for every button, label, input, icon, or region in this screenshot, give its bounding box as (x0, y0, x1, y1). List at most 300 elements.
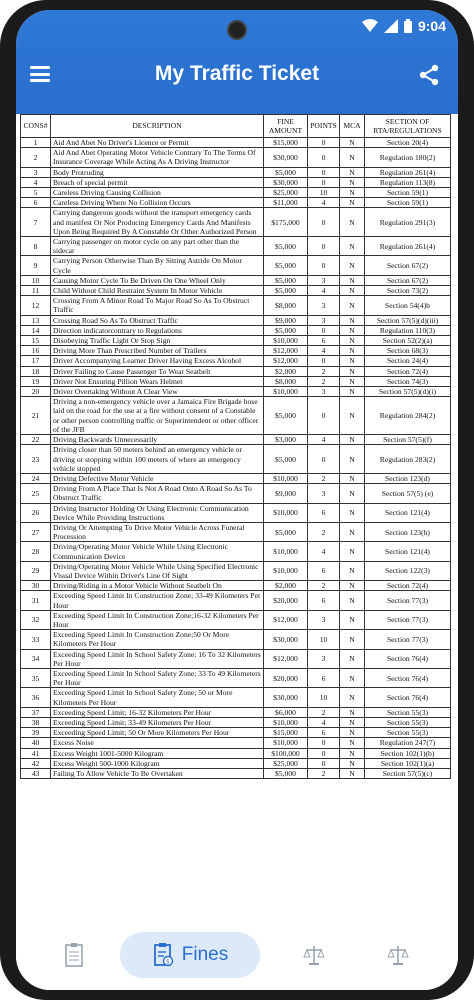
table-row (21, 138, 451, 148)
cell-mca: N (340, 758, 365, 768)
cell-section: Section 121(4) (365, 542, 451, 561)
cell-fine: $12,000 (264, 649, 308, 668)
cell-description: Aid And Abet Operating Motor Vehicle Contrary To The Terms Of Insurance Coverage While Acting As A Driving Instructor (51, 148, 264, 167)
cell-fine: $15,000 (264, 138, 308, 148)
cell-section: Regulation 283(2) (365, 445, 451, 474)
document-icon (63, 942, 85, 968)
cell-mca: N (340, 188, 365, 198)
table-row (21, 177, 451, 187)
cell-section: Section 57(5)(d)(iii) (365, 315, 451, 325)
status-time: 9:04 (417, 18, 446, 34)
cell-cons: 14 (21, 325, 51, 335)
cell-section: Section 67(2) (365, 256, 451, 275)
cell-mca: N (340, 561, 365, 580)
cell-cons: 20 (21, 387, 51, 397)
cell-mca: N (340, 707, 365, 717)
battery-icon (404, 19, 412, 33)
cell-section: Section 76(4) (365, 668, 451, 687)
cell-fine: $8,000 (264, 296, 308, 315)
cell-cons: 12 (21, 296, 51, 315)
cell-cons: 31 (21, 591, 51, 610)
cell-cons: 18 (21, 366, 51, 376)
share-icon[interactable] (418, 64, 440, 86)
cell-cons: 5 (21, 188, 51, 198)
cell-cons: 2 (21, 148, 51, 167)
cell-cons: 25 (21, 484, 51, 503)
cell-points: 0 (308, 256, 340, 275)
bottom-navigation (16, 920, 458, 990)
cell-points: 0 (308, 167, 340, 177)
header-points: POINTS (308, 115, 340, 138)
cell-section: Section 123(h) (365, 522, 451, 541)
cell-mca: N (340, 387, 365, 397)
cell-cons: 41 (21, 748, 51, 758)
cell-points: 3 (308, 484, 340, 503)
cell-mca: N (340, 325, 365, 335)
table-row (21, 376, 451, 386)
cell-mca: N (340, 738, 365, 748)
cell-mca: N (340, 148, 365, 167)
cell-points: 2 (308, 707, 340, 717)
table-row (21, 473, 451, 483)
cell-cons: 6 (21, 198, 51, 208)
cell-description: Driving Instructor Holding Or Using Electronic Communication Device While Providing Instructions (51, 503, 264, 522)
table-row (21, 356, 451, 366)
cell-description: Crossing Road So As To Obstruct Traffic (51, 315, 264, 325)
cell-points: 2 (308, 769, 340, 779)
cell-fine: $12,000 (264, 610, 308, 629)
table-row (21, 758, 451, 768)
cell-section: Section 54(4)b (365, 296, 451, 315)
cell-fine: $6,000 (264, 707, 308, 717)
cell-cons: 16 (21, 346, 51, 356)
table-row (21, 445, 451, 474)
cell-cons: 22 (21, 435, 51, 445)
cell-description: Aid And Abet No Driver's Licence or Permit (51, 138, 264, 148)
cell-fine: $5,000 (264, 256, 308, 275)
cell-mca: N (340, 356, 365, 366)
cell-description: Driver Overtaking Without A Clear View (51, 387, 264, 397)
nav-item-law-2[interactable] (368, 932, 428, 978)
cell-mca: N (340, 256, 365, 275)
cell-cons: 42 (21, 758, 51, 768)
cell-cons: 38 (21, 717, 51, 727)
table-row (21, 668, 451, 687)
scales-icon (303, 942, 325, 968)
table-row (21, 728, 451, 738)
table-row (21, 387, 451, 397)
cell-section: Section 77(3) (365, 591, 451, 610)
cell-mca: N (340, 610, 365, 629)
cell-fine: $25,000 (264, 758, 308, 768)
cell-section: Regulation 113(8) (365, 177, 451, 187)
table-row (21, 738, 451, 748)
cell-cons: 21 (21, 397, 51, 435)
cell-section: Section 59(1) (365, 198, 451, 208)
cell-fine: $5,000 (264, 237, 308, 256)
header-cons: CONS# (21, 115, 51, 138)
cell-cons: 35 (21, 668, 51, 687)
cell-cons: 23 (21, 445, 51, 474)
table-row (21, 148, 451, 167)
cell-cons: 32 (21, 610, 51, 629)
table-row (21, 435, 451, 445)
cell-cons: 27 (21, 522, 51, 541)
nav-item-fines[interactable] (120, 932, 260, 978)
cell-fine: $5,000 (264, 167, 308, 177)
cell-mca: N (340, 376, 365, 386)
cell-description: Driving closer than 50 meters behind an emergency vehicle or driving or stopping within 100 meters of where an emergency vehicle stopped (51, 445, 264, 474)
cell-section: Section 57(5)(f) (365, 435, 451, 445)
cell-mca: N (340, 591, 365, 610)
cell-points: 0 (308, 177, 340, 187)
cell-cons: 36 (21, 688, 51, 707)
screen (16, 10, 458, 990)
cell-section: Section 121(4) (365, 503, 451, 522)
cell-mca: N (340, 728, 365, 738)
cell-description: Excess Noise (51, 738, 264, 748)
table-row (21, 275, 451, 285)
table-row (21, 397, 451, 435)
cell-cons: 19 (21, 376, 51, 386)
cell-points: 4 (308, 346, 340, 356)
cell-fine: $2,000 (264, 581, 308, 591)
cell-mca: N (340, 167, 365, 177)
cell-section: Section 122(3) (365, 561, 451, 580)
cell-fine: $10,000 (264, 387, 308, 397)
cell-section: Section 55(3) (365, 707, 451, 717)
cell-fine: $2,000 (264, 366, 308, 376)
cell-description: Excess Weight 500-1000 Kilogram (51, 758, 264, 768)
cell-section: Section 20(4) (365, 138, 451, 148)
cell-description: Driver Accompanying Learner Driver Having Excess Alcohol (51, 356, 264, 366)
cell-description: Breach of special permit (51, 177, 264, 187)
cell-description: Exceeding Speed Limit; 33-49 Kilometers Per Hour (51, 717, 264, 727)
cell-section: Regulation 247(7) (365, 738, 451, 748)
cell-section: Section 76(4) (365, 688, 451, 707)
svg-text:$: $ (165, 958, 170, 966)
cell-mca: N (340, 286, 365, 296)
cell-fine: $9,000 (264, 484, 308, 503)
cell-section: Section 68(3) (365, 346, 451, 356)
table-row (21, 591, 451, 610)
cell-fine: $10,000 (264, 717, 308, 727)
cell-section: Section 67(2) (365, 275, 451, 285)
cell-points: 0 (308, 356, 340, 366)
cell-cons: 43 (21, 769, 51, 779)
cell-points: 6 (308, 503, 340, 522)
cell-mca: N (340, 522, 365, 541)
cell-description: Causing Motor Cycle To Be Driven On One Wheel Only (51, 275, 264, 285)
cell-description: Exceeding Speed Limit In School Safety Zone; 50 or More Kilometers Per Hour (51, 688, 264, 707)
cell-fine: $12,000 (264, 346, 308, 356)
cell-mca: N (340, 503, 365, 522)
cell-mca: N (340, 717, 365, 727)
cell-cons: 33 (21, 630, 51, 649)
cell-section: Section 102(1)(a) (365, 758, 451, 768)
cell-description: Crossing From A Minor Road To Major Road So As To Obstruct Traffic (51, 296, 264, 315)
table-row (21, 542, 451, 561)
cell-description: Carrying dangerous goods without the transport emergency cards and manifest Or Not Producing Emergency Cards And Manifests Upon Being Required By A Constable Or Other Authorized Person (51, 208, 264, 237)
cell-fine: $5,000 (264, 286, 308, 296)
cell-description: Exceeding Speed Limit In Construction Zone; 33-49 Kilometers Per Hour (51, 591, 264, 610)
cell-fine: $10,000 (264, 503, 308, 522)
cell-description: Careless Driving Causing Collision (51, 188, 264, 198)
cell-description: Excess Weight 1001-5000 Kilogram (51, 748, 264, 758)
cell-fine: $20,000 (264, 668, 308, 687)
cell-fine: $175,000 (264, 208, 308, 237)
cell-points: 0 (308, 138, 340, 148)
cell-fine: $20,000 (264, 591, 308, 610)
cell-points: 3 (308, 610, 340, 629)
cell-points: 4 (308, 198, 340, 208)
cell-fine: $10,000 (264, 542, 308, 561)
cell-cons: 10 (21, 275, 51, 285)
cell-cons: 29 (21, 561, 51, 580)
cell-fine: $30,000 (264, 630, 308, 649)
cell-cons: 40 (21, 738, 51, 748)
fines-icon (152, 942, 174, 968)
cell-section: Section 73(2) (365, 286, 451, 296)
cell-section: Section 57(5)(d)(i) (365, 387, 451, 397)
cell-section: Section 57(5) (e) (365, 484, 451, 503)
cell-section: Section 52(2)(a) (365, 336, 451, 346)
table-row (21, 688, 451, 707)
cell-description: Exceeding Speed Limit In Construction Zone;16-32 Kilometers Per Hour (51, 610, 264, 629)
cell-description: Exceeding Speed Limit In School Safety Zone; 33 To 49 Kilometers Per Hour (51, 668, 264, 687)
table-row (21, 748, 451, 758)
cell-mca: N (340, 397, 365, 435)
cell-points: 4 (308, 542, 340, 561)
table-row (21, 366, 451, 376)
cell-mca: N (340, 198, 365, 208)
cell-description: Driving Backwards Unnecessarily (51, 435, 264, 445)
cell-points: 0 (308, 748, 340, 758)
cell-section: Section 76(4) (365, 649, 451, 668)
cell-cons: 7 (21, 208, 51, 237)
cell-points: 3 (308, 315, 340, 325)
cell-points: 2 (308, 522, 340, 541)
cell-description: Exceeding Speed Limit In Construction Zone;50 Or More Kilometers Per Hour (51, 630, 264, 649)
header-mca: MCA (340, 115, 365, 138)
cell-section: Section 59(1) (365, 188, 451, 198)
cell-description: Driving Or Attempting To Drive Motor Vehicle Across Funeral Procession (51, 522, 264, 541)
cell-section: Regulation 110(3) (365, 325, 451, 335)
table-row (21, 769, 451, 779)
cell-points: 0 (308, 738, 340, 748)
cell-description: Driving From A Place That Is Not A Road Onto A Road So As To Obstruct Traffic (51, 484, 264, 503)
cell-cons: 4 (21, 177, 51, 187)
table-row (21, 188, 451, 198)
cell-description: Driving Defective Motor Vehicle (51, 473, 264, 483)
cell-points: 10 (308, 688, 340, 707)
cell-mca: N (340, 296, 365, 315)
status-bar (362, 18, 446, 34)
cell-section: Section 72(4) (365, 366, 451, 376)
cell-fine: $30,000 (264, 177, 308, 187)
cell-fine: $25,000 (264, 188, 308, 198)
cell-cons: 9 (21, 256, 51, 275)
table-row (21, 256, 451, 275)
table-row (21, 707, 451, 717)
cell-description: Driving a non-emergency vehicle over a Jamaica Fire Brigade hose laid on the road for the use at a fire without consent of a Constable or other person controlling traffic or Superintendent or other officer of the JFB (51, 397, 264, 435)
cell-description: Carrying Person Otherwise Than By Sitting Astride On Motor Cycle (51, 256, 264, 275)
cell-points: 0 (308, 758, 340, 768)
cell-points: 6 (308, 591, 340, 610)
header-description: DESCRIPTION (51, 115, 264, 138)
cell-fine: $3,000 (264, 435, 308, 445)
cell-mca: N (340, 346, 365, 356)
wifi-icon (362, 19, 378, 33)
cell-fine: $11,000 (264, 198, 308, 208)
cell-points: 0 (308, 325, 340, 335)
cell-description: Disobeying Traffic Light Or Stop Sign (51, 336, 264, 346)
cell-fine: $8,000 (264, 376, 308, 386)
cell-section: Section 74(3) (365, 376, 451, 386)
cell-description: Child Without Child Restraint System In Motor Vehicle (51, 286, 264, 296)
cell-section: Section 72(4) (365, 581, 451, 591)
signal-icon (384, 19, 398, 33)
cell-mca: N (340, 688, 365, 707)
nav-item-documents[interactable] (44, 932, 104, 978)
table-row (21, 325, 451, 335)
cell-mca: N (340, 542, 365, 561)
cell-fine: $30,000 (264, 148, 308, 167)
cell-fine: $5,000 (264, 397, 308, 435)
cell-section: Section 77(3) (365, 610, 451, 629)
cell-mca: N (340, 315, 365, 325)
cell-section: Section 123(d) (365, 473, 451, 483)
cell-section: Regulation 284(2) (365, 397, 451, 435)
cell-mca: N (340, 649, 365, 668)
table-row (21, 484, 451, 503)
cell-points: 2 (308, 366, 340, 376)
fines-table-container[interactable] (20, 114, 454, 919)
cell-description: Driving/Riding in a Motor Vehicle Without Seatbelt On (51, 581, 264, 591)
cell-description: Failing To Allow Vehicle To Be Overtaken (51, 769, 264, 779)
cell-mca: N (340, 435, 365, 445)
cell-points: 2 (308, 581, 340, 591)
cell-points: 6 (308, 336, 340, 346)
cell-points: 4 (308, 717, 340, 727)
cell-section: Regulation 261(4) (365, 167, 451, 177)
cell-fine: $5,000 (264, 445, 308, 474)
cell-fine: $5,000 (264, 325, 308, 335)
table-row (21, 198, 451, 208)
cell-points: 10 (308, 188, 340, 198)
cell-cons: 1 (21, 138, 51, 148)
cell-fine: $5,000 (264, 522, 308, 541)
table-body (21, 138, 451, 779)
table-row (21, 315, 451, 325)
table-row (21, 286, 451, 296)
header-section: SECTION OF RTA/REGULATIONS (365, 115, 451, 138)
cell-description: Body Protruding (51, 167, 264, 177)
cell-section: Regulation 180(2) (365, 148, 451, 167)
cell-description: Carrying passenger on motor cycle on any part other than the sidecar (51, 237, 264, 256)
cell-fine: $5,000 (264, 275, 308, 285)
cell-cons: 39 (21, 728, 51, 738)
cell-cons: 13 (21, 315, 51, 325)
nav-label-fines: Fines (181, 944, 229, 965)
cell-section: Section 77(3) (365, 630, 451, 649)
nav-item-law-1[interactable] (284, 932, 344, 978)
cell-section: Section 24(4) (365, 356, 451, 366)
cell-cons: 3 (21, 167, 51, 177)
cell-mca: N (340, 473, 365, 483)
table-row (21, 581, 451, 591)
table-row (21, 649, 451, 668)
cell-cons: 24 (21, 473, 51, 483)
table-row (21, 522, 451, 541)
cell-points: 0 (308, 237, 340, 256)
cell-points: 10 (308, 630, 340, 649)
cell-mca: N (340, 336, 365, 346)
cell-mca: N (340, 769, 365, 779)
table-row (21, 610, 451, 629)
cell-mca: N (340, 366, 365, 376)
cell-description: Exceeding Speed Limit; 50 Or More Kilometers Per Hour (51, 728, 264, 738)
cell-description: Driving/Operating Motor Vehicle While Using Electronic Communication Device (51, 542, 264, 561)
cell-mca: N (340, 177, 365, 187)
cell-points: 2 (308, 473, 340, 483)
cell-mca: N (340, 581, 365, 591)
cell-cons: 17 (21, 356, 51, 366)
cell-points: 0 (308, 148, 340, 167)
cell-points: 3 (308, 275, 340, 285)
cell-fine: $10,000 (264, 473, 308, 483)
cell-fine: $100,000 (264, 748, 308, 758)
cell-section: Section 102(1)(b) (365, 748, 451, 758)
cell-mca: N (340, 275, 365, 285)
cell-cons: 34 (21, 649, 51, 668)
table-row (21, 561, 451, 580)
cell-points: 3 (308, 387, 340, 397)
cell-points: 6 (308, 728, 340, 738)
cell-cons: 37 (21, 707, 51, 717)
table-row (21, 717, 451, 727)
cell-section: Section 55(3) (365, 717, 451, 727)
cell-fine: $15,000 (264, 728, 308, 738)
cell-fine: $10,000 (264, 738, 308, 748)
cell-section: Regulation 291(3) (365, 208, 451, 237)
cell-description: Driving/Operating Motor Vehicle While Using Specified Electronic Visual Device Within Driver's Line Of Sight (51, 561, 264, 580)
cell-cons: 15 (21, 336, 51, 346)
cell-fine: $9,000 (264, 315, 308, 325)
table-row (21, 296, 451, 315)
cell-points: 0 (308, 397, 340, 435)
cell-mca: N (340, 237, 365, 256)
cell-cons: 26 (21, 503, 51, 522)
cell-points: 6 (308, 561, 340, 580)
cell-points: 3 (308, 649, 340, 668)
cell-description: Driver Not Ensuring Pillion Wears Helmet (51, 376, 264, 386)
table-row (21, 503, 451, 522)
fines-table (20, 114, 451, 779)
cell-mca: N (340, 630, 365, 649)
cell-description: Careless Driving Where No Collision Occurs (51, 198, 264, 208)
cell-section: Section 57(5)(c) (365, 769, 451, 779)
cell-fine: $10,000 (264, 336, 308, 346)
cell-points: 0 (308, 445, 340, 474)
cell-mca: N (340, 668, 365, 687)
table-row (21, 346, 451, 356)
cell-points: 3 (308, 296, 340, 315)
cell-points: 2 (308, 376, 340, 386)
table-header-row (21, 115, 451, 138)
header-fine-amount: FINE AMOUNT (264, 115, 308, 138)
cell-mca: N (340, 445, 365, 474)
